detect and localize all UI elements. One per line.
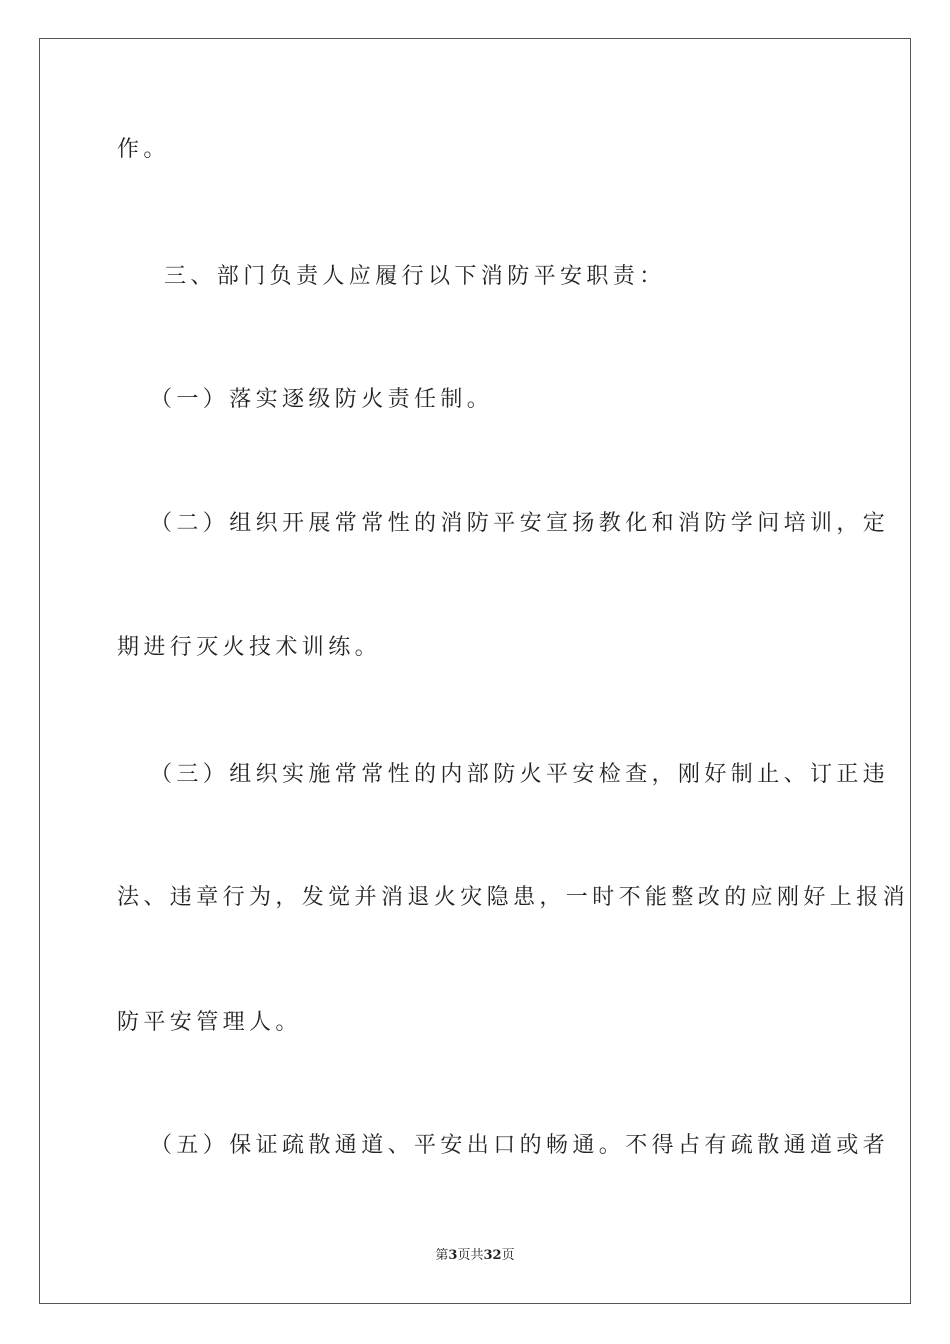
total-suffix: 页 [501,1248,515,1263]
body-line-5: 期进行灭火技术训练。 [117,635,382,660]
page-number: 3 [448,1248,458,1263]
body-line-7: 法、违章行为，发觉并消退火灾隐患，一时不能整改的应刚好上报消 [117,885,910,910]
total-pages: 32 [483,1248,502,1263]
section-heading: 三、部门负责人应履行以下消防平安职责： [164,264,666,289]
body-line-9: （五）保证疏散通道、平安出口的畅通。不得占有疏散通道或者 [150,1133,890,1158]
body-line-1: 作。 [117,137,170,162]
body-line-4: （二）组织开展常常性的消防平安宣扬教化和消防学问培训，定 [150,511,890,536]
body-line-6: （三）组织实施常常性的内部防火平安检查，刚好制止、订正违 [150,762,890,787]
page-suffix: 页 [457,1248,471,1263]
total-prefix: 共 [470,1248,484,1263]
page-footer [0,1247,950,1265]
body-line-8: 防平安管理人。 [117,1010,302,1035]
page-prefix: 第 [435,1248,449,1263]
body-line-3: （一）落实逐级防火责任制。 [150,387,494,412]
page-border [39,38,911,1304]
